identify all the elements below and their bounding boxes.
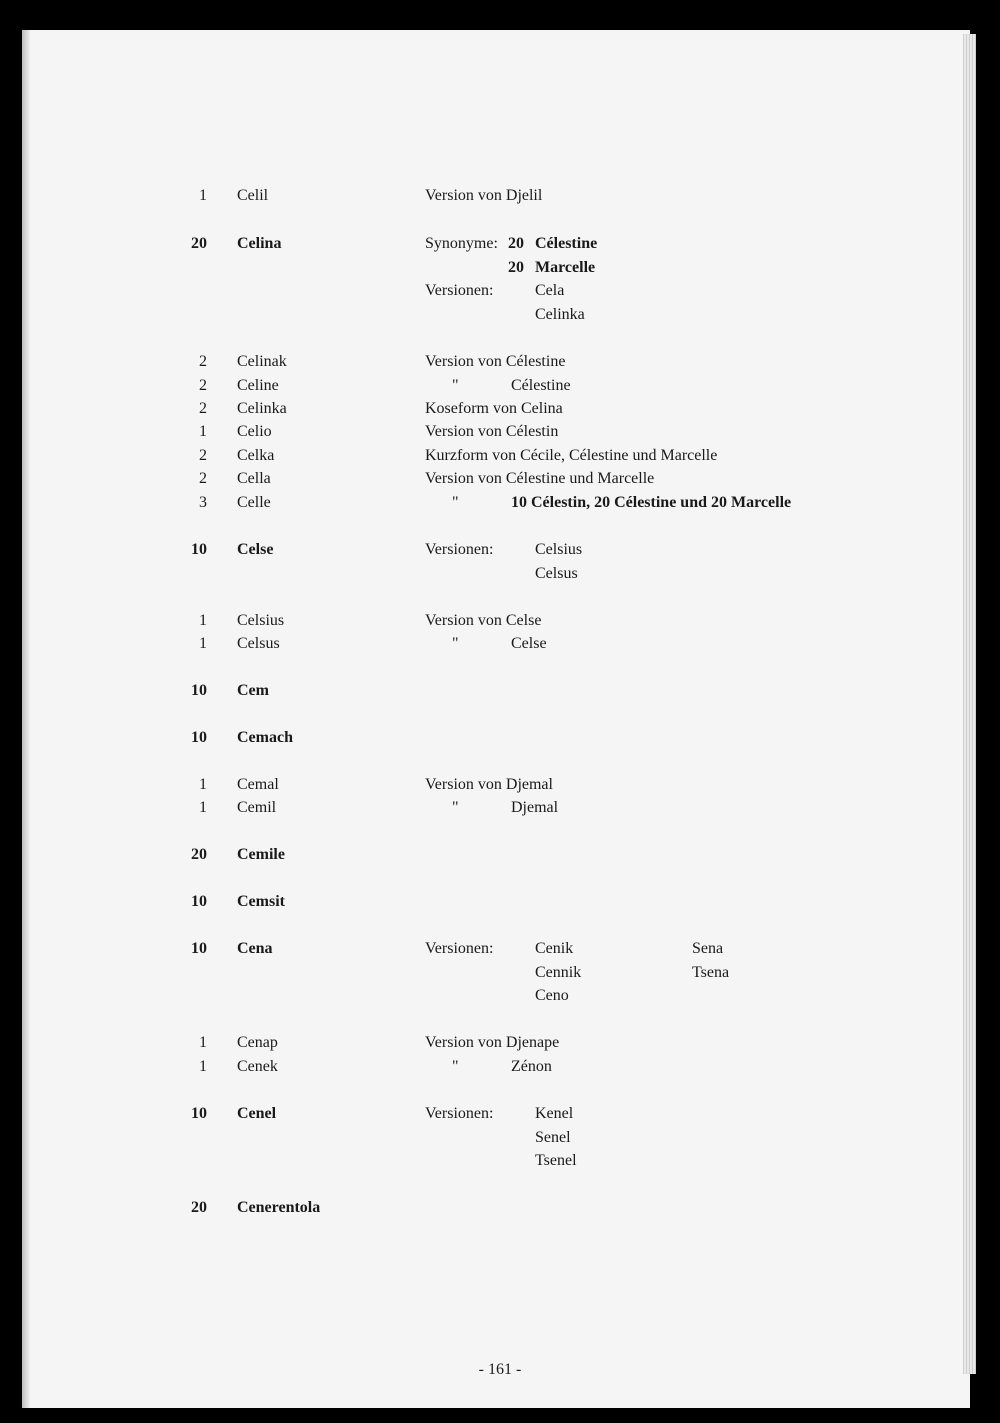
entry-frequency: 1 — [199, 1058, 207, 1075]
related-name: Zénon — [511, 1058, 552, 1075]
entry-name-celil: Celil — [237, 187, 269, 204]
ditto-mark: " — [452, 377, 459, 394]
entry-frequency: 2 — [199, 447, 207, 464]
entry-name-celle: Celle — [237, 494, 271, 511]
entry-frequency: 10 — [191, 729, 207, 746]
entry-frequency: 20 — [191, 235, 207, 252]
entry-name-celsus: Celsus — [237, 635, 280, 652]
entry-description: Kurzform von Cécile, Célestine und Marcelle — [425, 447, 718, 464]
related-name: Senel — [535, 1128, 571, 1146]
entry-frequency: 2 — [199, 377, 207, 394]
entry-frequency: 10 — [191, 893, 207, 910]
entry-frequency: 10 — [191, 1105, 207, 1122]
entry-name-cemil: Cemil — [237, 799, 277, 816]
related-names: 10 Célestin, 20 Célestine und 20 Marcelle — [511, 494, 792, 511]
entry-name-cenerentola: Cenerentola — [237, 1199, 321, 1216]
related-name: Cenik — [535, 940, 574, 957]
entry-name-celinak: Celinak — [237, 353, 287, 370]
entry-name-celsius: Celsius — [237, 612, 285, 629]
entry-frequency: 3 — [199, 494, 207, 511]
entry-frequency: 1 — [199, 635, 207, 652]
entry-name-cemal: Cemal — [237, 776, 279, 793]
entry-frequency: 1 — [199, 187, 207, 204]
entry-frequency: 2 — [199, 470, 207, 487]
related-name-second-column: Tsena — [692, 963, 730, 981]
related-name-second-column: Sena — [692, 940, 724, 957]
entry-name-cemsit: Cemsit — [237, 893, 285, 910]
entry-name-cenel: Cenel — [237, 1105, 277, 1122]
entry-frequency: 2 — [199, 353, 207, 370]
book-spine-shadow — [22, 30, 30, 1408]
related-name: Celinka — [535, 305, 585, 323]
related-name: Tsenel — [535, 1152, 577, 1170]
related-name: Kenel — [535, 1105, 574, 1122]
related-name: Marcelle — [535, 258, 596, 276]
ditto-mark: " — [452, 635, 459, 652]
entry-name-celio: Celio — [237, 423, 272, 440]
entry-description: Version von Célestine — [425, 353, 566, 370]
related-name: Celse — [511, 635, 547, 652]
entry-name-celine: Celine — [237, 377, 279, 394]
entry-description: Version von Célestine und Marcelle — [425, 470, 655, 487]
entry-frequency: 1 — [199, 799, 207, 816]
entry-frequency: 1 — [199, 776, 207, 793]
entry-description: Version von Djelil — [425, 187, 543, 204]
entry-description: Version von Célestin — [425, 423, 559, 440]
entry-name-cemach: Cemach — [237, 729, 293, 746]
entry-frequency: 10 — [191, 541, 207, 558]
related-name: Celsus — [535, 564, 578, 582]
entry-name-celse: Celse — [237, 541, 274, 558]
entry-frequency: 10 — [191, 682, 207, 699]
ditto-mark: " — [452, 799, 459, 816]
entry-name-cenek: Cenek — [237, 1058, 278, 1075]
entry-frequency: 2 — [199, 400, 207, 417]
page-number: - 161 - — [478, 1361, 522, 1378]
entry-description: Version von Djemal — [425, 776, 553, 793]
entry-description: Versionen: — [425, 282, 494, 300]
entry-description: Versionen: — [425, 940, 494, 957]
entry-description: Version von Celse — [425, 612, 542, 629]
entry-name-cemile: Cemile — [237, 846, 285, 863]
entry-frequency: 1 — [199, 423, 207, 440]
entry-name-celina: Celina — [237, 235, 282, 252]
page-edges — [963, 34, 976, 1374]
entry-description: Versionen: — [425, 1105, 494, 1122]
entry-name-celinka: Celinka — [237, 400, 287, 417]
related-name: Célestine — [511, 377, 571, 394]
entry-frequency: 20 — [191, 846, 207, 863]
related-name: Célestine — [535, 235, 598, 252]
related-name: Djemal — [511, 799, 559, 816]
entry-description: Version von Djenape — [425, 1034, 560, 1051]
entry-frequency: 20 — [191, 1199, 207, 1216]
entry-frequency: 10 — [191, 940, 207, 957]
entry-name-cenap: Cenap — [237, 1034, 278, 1051]
entry-name-cem: Cem — [237, 682, 269, 699]
related-name: Celsius — [535, 541, 583, 558]
related-name: Cennik — [535, 963, 582, 981]
entry-frequency: 1 — [199, 612, 207, 629]
entry-description: Koseform von Celina — [425, 400, 563, 417]
ditto-mark: " — [452, 494, 459, 511]
entry-description: Versionen: — [425, 541, 494, 558]
related-frequency: 20 — [508, 235, 524, 252]
entry-name-cella: Cella — [237, 470, 271, 487]
ditto-mark: " — [452, 1058, 459, 1075]
related-frequency: 20 — [508, 258, 524, 276]
related-name: Ceno — [535, 987, 569, 1005]
entry-name-celka: Celka — [237, 447, 275, 464]
entry-name-cena: Cena — [237, 940, 273, 957]
related-name: Cela — [535, 282, 565, 300]
entry-frequency: 1 — [199, 1034, 207, 1051]
entry-description: Synonyme: — [425, 235, 498, 252]
